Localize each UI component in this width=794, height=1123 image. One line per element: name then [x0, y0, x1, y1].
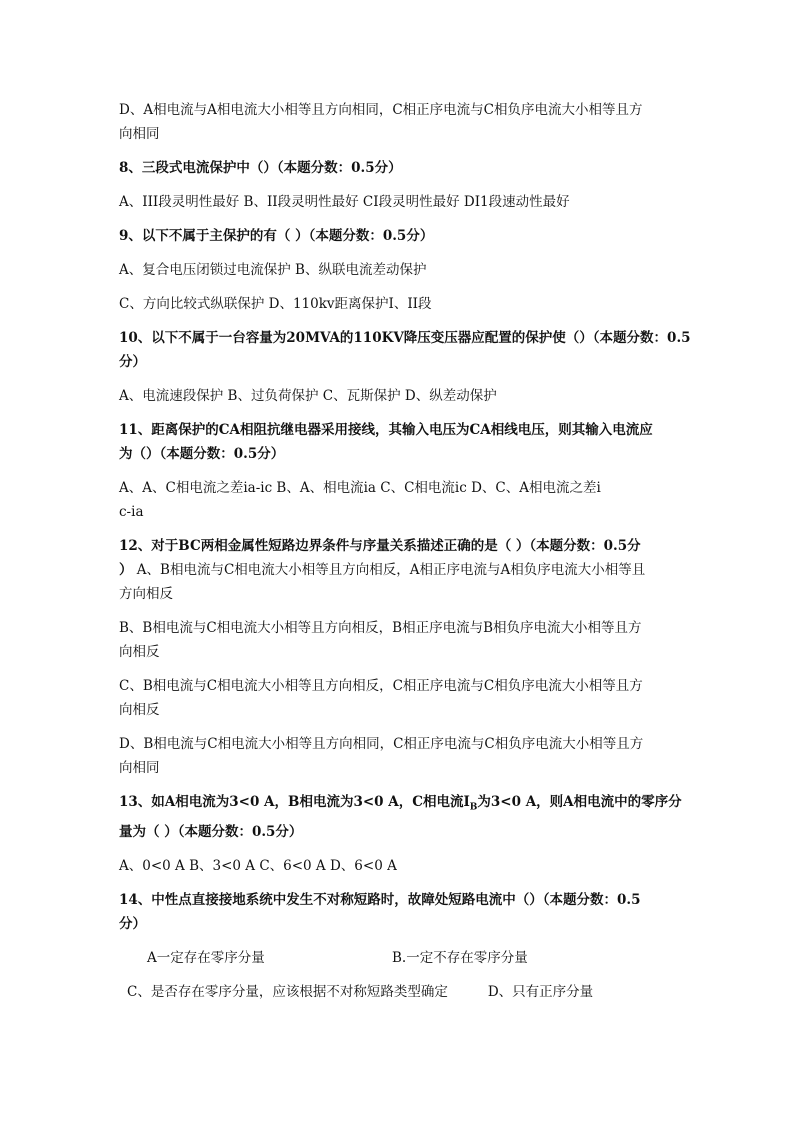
- document-page: [119, 98, 694, 1004]
- q14-question-line2: 分）: [119, 915, 146, 932]
- q9-question: 9、以下不属于主保护的有（ ）（本题分数：0.5分）: [119, 228, 434, 244]
- q12-option-c-line1: C、B相电流与C相电流大小相等且方向相反，C相正序电流与C相负序电流大小相等且方: [119, 678, 643, 694]
- q12-option-d-line2: 向相同: [119, 760, 160, 776]
- q12-question-close-paren: ）: [119, 562, 133, 578]
- q7-option-d-line1: D、A相电流与A相电流大小相等且方向相同，C相正序电流与C相负序电流大小相等且方: [119, 102, 643, 118]
- q14-options-row2: [119, 980, 694, 1004]
- q12-option-a-line1: A、B相电流与C相电流大小相等且方向相反，A相正序电流与A相负序电流大小相等且: [132, 562, 646, 578]
- q12-option-c-line2: 向相反: [119, 702, 160, 718]
- q14-option-c: C、是否存在零序分量，应该根据不对称短路类型确定: [127, 983, 448, 1000]
- q8-question: 8、三段式电流保护中（）（本题分数：0.5分）: [119, 160, 402, 176]
- q14-options-row1: [119, 946, 694, 970]
- q8-options: A、III段灵明性最好 B、II段灵明性最好 CI段灵明性最好 DI1段速动性最好: [119, 194, 570, 210]
- q10-question-line1: 10、以下不属于一台容量为20MVA的110KV降压变压器应配置的保护使（）（本题分数：0.5: [119, 330, 691, 346]
- q11-options-line1: A、A、C相电流之差ia-ic B、A、相电流ia C、C相电流ic D、C、A相电流之差i: [119, 480, 601, 496]
- q12-question-line1: 12、对于BC两相金属性短路边界条件与序量关系描述正确的是（ ）（本题分数：0.5分: [119, 538, 641, 554]
- q12-option-b-line1: B、B相电流与C相电流大小相等且方向相反，B相正序电流与B相负序电流大小相等且方: [119, 620, 642, 636]
- q14-option-a: A一定存在零序分量: [147, 949, 265, 966]
- q10-options: A、电流速段保护 B、过负荷保护 C、瓦斯保护 D、纵差动保护: [119, 388, 497, 404]
- q12-question-line2: [119, 558, 694, 582]
- q12-option-a-line2: 方向相反: [119, 586, 173, 602]
- q11-options-line2: c-ia: [119, 504, 144, 520]
- q9-options-line2: C、方向比较式纵联保护 D、110kv距离保护I、II段: [119, 296, 432, 312]
- q10-question-line2: 分）: [119, 354, 146, 370]
- q14-question-line1: 14、中性点直接接地系统中发生不对称短路时，故障处短路电流中（）（本题分数：0.5: [119, 891, 641, 908]
- q13-question-line1: [119, 790, 694, 820]
- q13-question-subscript: B: [469, 802, 478, 813]
- q11-question-line2: 为（）（本题分数：0.5分）: [119, 446, 285, 462]
- q13-question-line2: 量为（ ）（本题分数：0.5分）: [119, 823, 303, 840]
- q7-option-d-line2: 向相同: [119, 126, 160, 142]
- q14-option-d: D、只有正序分量: [487, 983, 594, 1000]
- q13-question-part2: 为3<0 A，则A相电流中的零序分: [477, 794, 682, 810]
- q9-options-line1: A、复合电压闭锁过电流保护 B、纵联电流差动保护: [119, 262, 427, 278]
- q14-option-b: B.一定不存在零序分量: [392, 949, 528, 966]
- q13-question-part1: 13、如A相电流为3<0 A，B相电流为3<0 A，C相电流I: [119, 794, 470, 810]
- q12-option-d-line1: D、B相电流与C相电流大小相等且方向相同，C相正序电流与C相负序电流大小相等且方: [119, 736, 644, 752]
- q13-options: A、0<0 A B、3<0 A C、6<0 A D、6<0 A: [119, 857, 397, 874]
- q12-option-b-line2: 向相反: [119, 644, 160, 660]
- q11-question-line1: 11、距离保护的CA相阻抗继电器采用接线，其输入电压为CA相线电压，则其输入电流应: [119, 422, 653, 438]
